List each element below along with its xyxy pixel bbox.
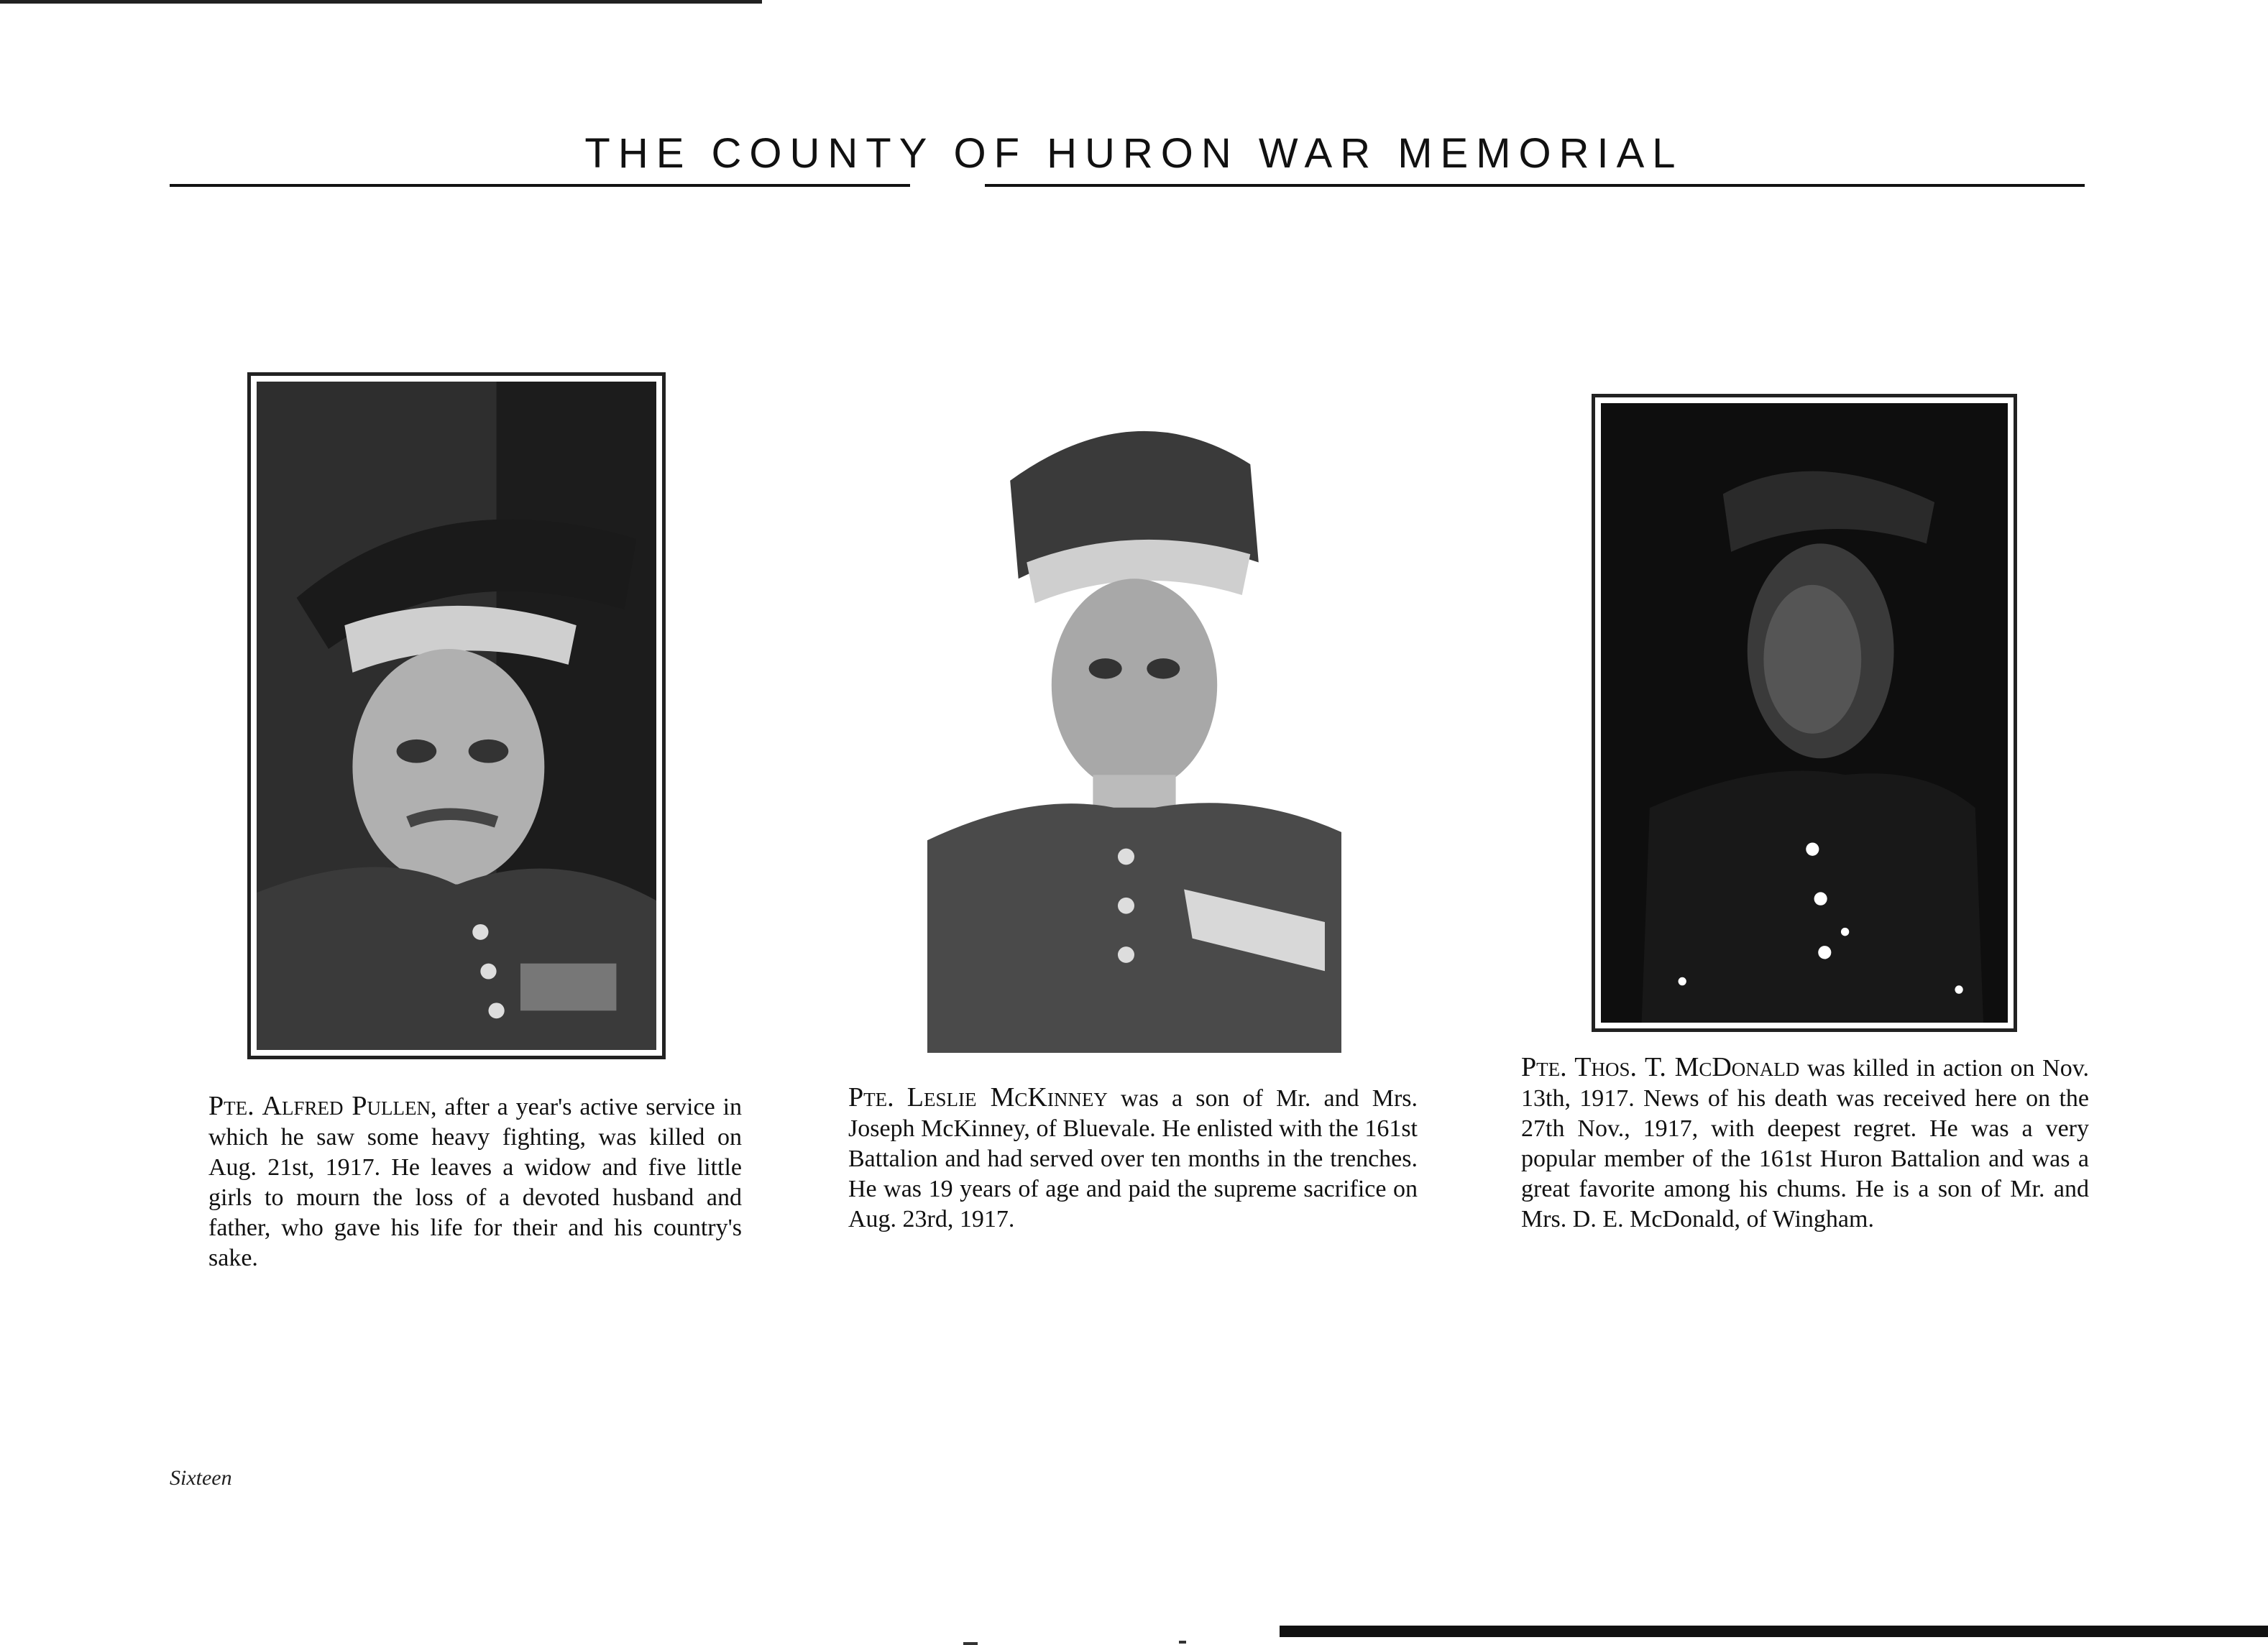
caption-rank: Pte.: [208, 1091, 254, 1121]
page-title: THE COUNTY OF HURON WAR MEMORIAL: [584, 130, 1684, 177]
caption-mckinney: [848, 1082, 1418, 1235]
caption-rank: Pte.: [1521, 1052, 1567, 1082]
caption-rank: Pte.: [848, 1082, 894, 1112]
scan-speck: [963, 1642, 978, 1645]
page-number: Sixteen: [170, 1466, 232, 1490]
soldier-portrait-icon: [927, 399, 1341, 1053]
caption-name: Thos. T. McDonald: [1574, 1052, 1800, 1082]
caption-text: , after a year's active service in which he saw some heavy fighting, was killed on Aug. 21st, 1917. He leaves a widow and five little girls to mourn the loss of a devoted husband and father, who gave his life for their and his country's sake.: [208, 1094, 743, 1271]
caption-mcdonald: [1521, 1052, 2089, 1235]
caption-text: was a son of Mr. and Mrs. Joseph McKinney, of Bluevale. He enlisted with the 161st Battalion and had served over ten months in the trenches. He was 19 years of age and paid the supreme sacrifice on Aug. 23rd, 1917.: [848, 1085, 1418, 1232]
header-rule-left: [170, 184, 910, 187]
portrait-photo-pullen: [247, 372, 666, 1059]
caption-name: Leslie McKinney: [906, 1082, 1108, 1112]
soldier-portrait-icon: [1601, 403, 2008, 1023]
scan-edge-bottom: [1280, 1626, 2268, 1637]
portrait-photo-mcdonald: [1592, 394, 2017, 1032]
scan-edge-top: [0, 0, 762, 4]
scan-speck: [1179, 1641, 1186, 1644]
soldier-portrait-icon: [257, 382, 656, 1050]
caption-pullen: [208, 1091, 742, 1273]
caption-text: was killed in action on Nov. 13th, 1917. News of his death was received here on the 27th Nov., 1917, with deepest regret. He was a very popular member of the 161st Huron Battalion and was a great favorite among his chums. He is a son of Mr. and Mrs. D. E. McDonald, of Wingham.: [1521, 1055, 2089, 1232]
caption-name: Alfred Pullen: [262, 1091, 431, 1121]
header-rule-right: [985, 184, 2085, 187]
portrait-photo-mckinney: [927, 399, 1341, 1053]
